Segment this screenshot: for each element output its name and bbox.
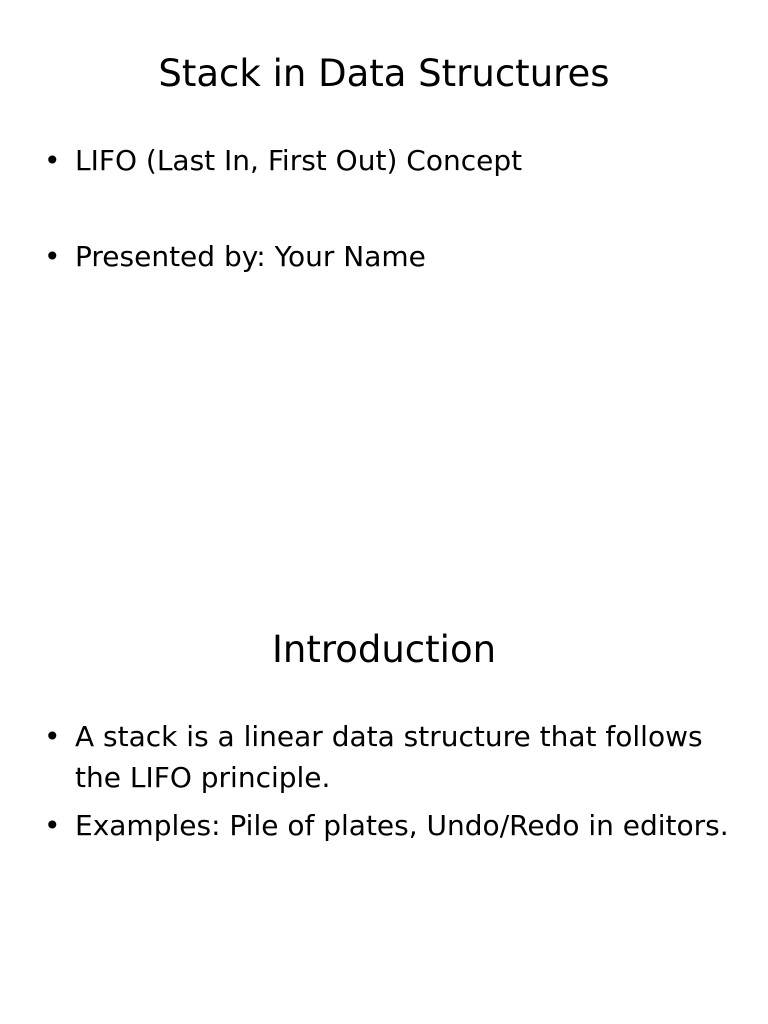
bullet-list [44,716,734,846]
slide-introduction [0,576,768,1024]
slide-title: Introduction [271,628,497,671]
bullet-item [44,236,734,277]
bullet-text: A stack is a linear data structure that follows the LIFO principle. [75,720,703,794]
bullet-item [44,716,734,798]
bullet-item [44,140,734,181]
bullet-item [44,805,734,846]
bullet-point-icon: • [44,144,61,177]
bullet-point-icon: • [44,720,61,753]
bullet-text: Presented by: Your Name [75,240,426,273]
bullet-point-icon: • [44,240,61,273]
bullet-point-icon: • [44,809,61,842]
bullet-text: LIFO (Last In, First Out) Concept [75,144,523,177]
bullet-text: Examples: Pile of plates, Undo/Redo in editors. [75,809,729,842]
slide-title: Stack in Data Structures [158,52,610,95]
bullet-list [44,140,734,277]
